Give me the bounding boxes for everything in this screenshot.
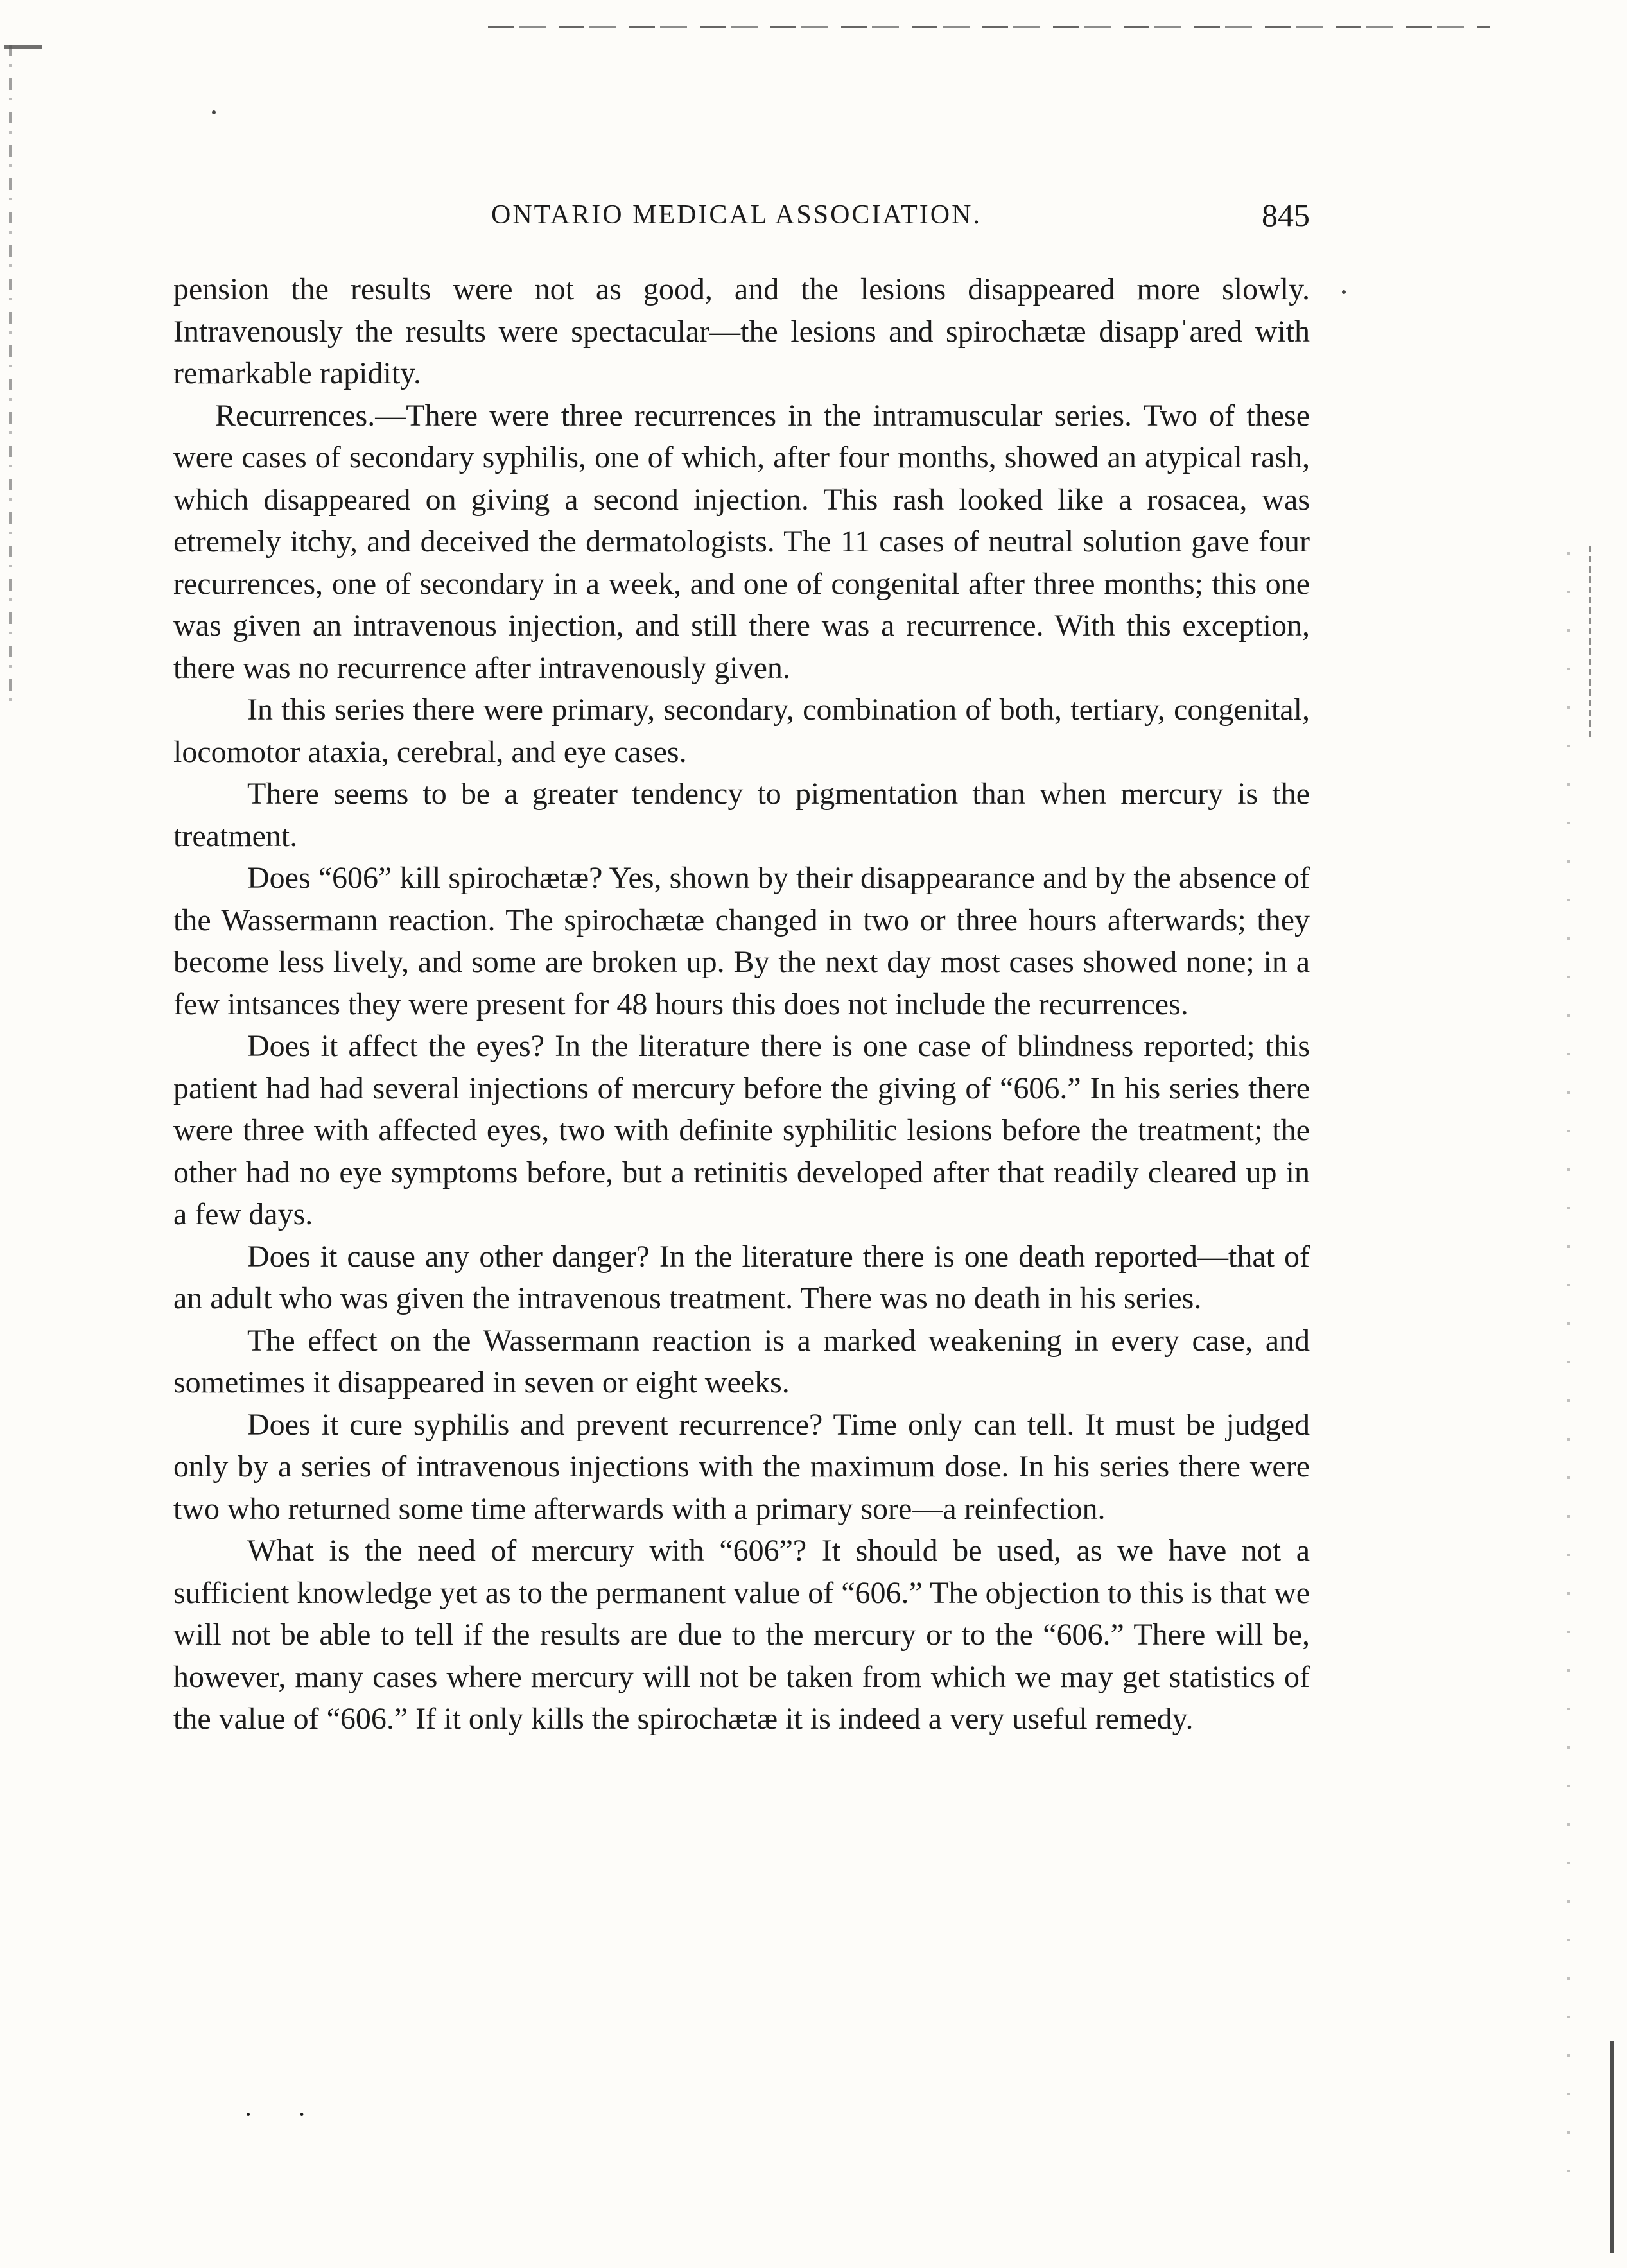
scan-artifact-right-dots <box>1567 552 1570 2195</box>
paragraph-recurrences: Recurrences.—There were three recurrences in the intramuscular series. Two of these were cases of secondary syphilis, one of which, after four months, showed an atypical rash, which disappeared on giving a second injection. This rash looked like a rosacea, was etremely itchy, and deceived the dermatologists. The 11 cases of neutral solution gave four recurrences, one of secondary in a week, and one of congenital after three months; this one was given an intravenous injection, and still there was a recurrence. With this exception, there was no recurrence after intravenously given. <box>173 398 1310 685</box>
running-head: ONTARIO MEDICAL ASSOCIATION. <box>491 200 982 230</box>
page-number: 845 <box>1262 197 1310 233</box>
scan-artifact-right-dots-2 <box>1589 546 1591 738</box>
paragraph-spirochaetae: Does “606” kill spirochætæ? Yes, shown by their disappearance and by the absence of the Wassermann reaction. The spirochætæ changed in two or three hours afterwards; they become less lively, and some are broken up. By the next day most cases showed none; in a few intsances they were present for 48 hours this does not include the recurrences. <box>173 861 1310 1021</box>
paragraph-continuation: pension the results were not as good, and the lesions disappeared more slowly. Intravenously the results were spectacular—the lesions and spirochætæ disappˈared with remarkable rapidity. <box>173 272 1310 390</box>
paragraph-mercury: What is the need of mercury with “606”? It should be used, as we have not a sufficient knowledge yet as to the permanent value of “606.” The objection to this is that we will not be able to tell if the results are due to the mercury or to the “606.” There will be, however, many cases where mercury will not be taken from which we may get statistics of the value of “606.” If it only kills the spirochætæ it is indeed a very useful remedy. <box>173 1534 1310 1736</box>
scan-artifact-right-edge <box>1610 2041 1614 2253</box>
paragraph-danger: Does it cause any other danger? In the literature there is one death reported—that of an adult who was given the intravenous treatment. There was no death in his series. <box>173 1239 1310 1315</box>
body-text <box>173 268 1310 1740</box>
scan-artifact-left-edge <box>9 45 12 706</box>
scan-speck-bottom: · · <box>244 2100 326 2129</box>
paragraph-case-types: In this series there were primary, secondary, combination of both, tertiary, congenital, locomotor ataxia, cerebral, and eye cases. <box>173 693 1310 769</box>
scan-speck <box>212 110 216 114</box>
scan-artifact-top-edge <box>488 26 1490 28</box>
paragraph-pigmentation: There seems to be a greater tendency to pigmentation than when mercury is the treatment. <box>173 777 1310 853</box>
scan-speck <box>1342 290 1346 294</box>
paragraph-wassermann: The effect on the Wassermann reaction is a marked weakening in every case, and sometimes it disappeared in seven or eight weeks. <box>173 1323 1310 1399</box>
paragraph-eyes: Does it affect the eyes? In the literature there is one case of blindness reported; this patient had had several injections of mercury before the giving of “606.” In his series there were three with affected eyes, two with definite syphilitic lesions before the treatment; the other had no eye symptoms before, but a retinitis developed after that readily cleared up in a few days. <box>173 1029 1310 1231</box>
page-header <box>173 193 1310 238</box>
paragraph-cure: Does it cure syphilis and prevent recurrence? Time only can tell. It must be judged only by a series of intravenous injections with the maximum dose. In his series there were two who returned some time afterwards with a primary sore—a reinfection. <box>173 1407 1310 1526</box>
